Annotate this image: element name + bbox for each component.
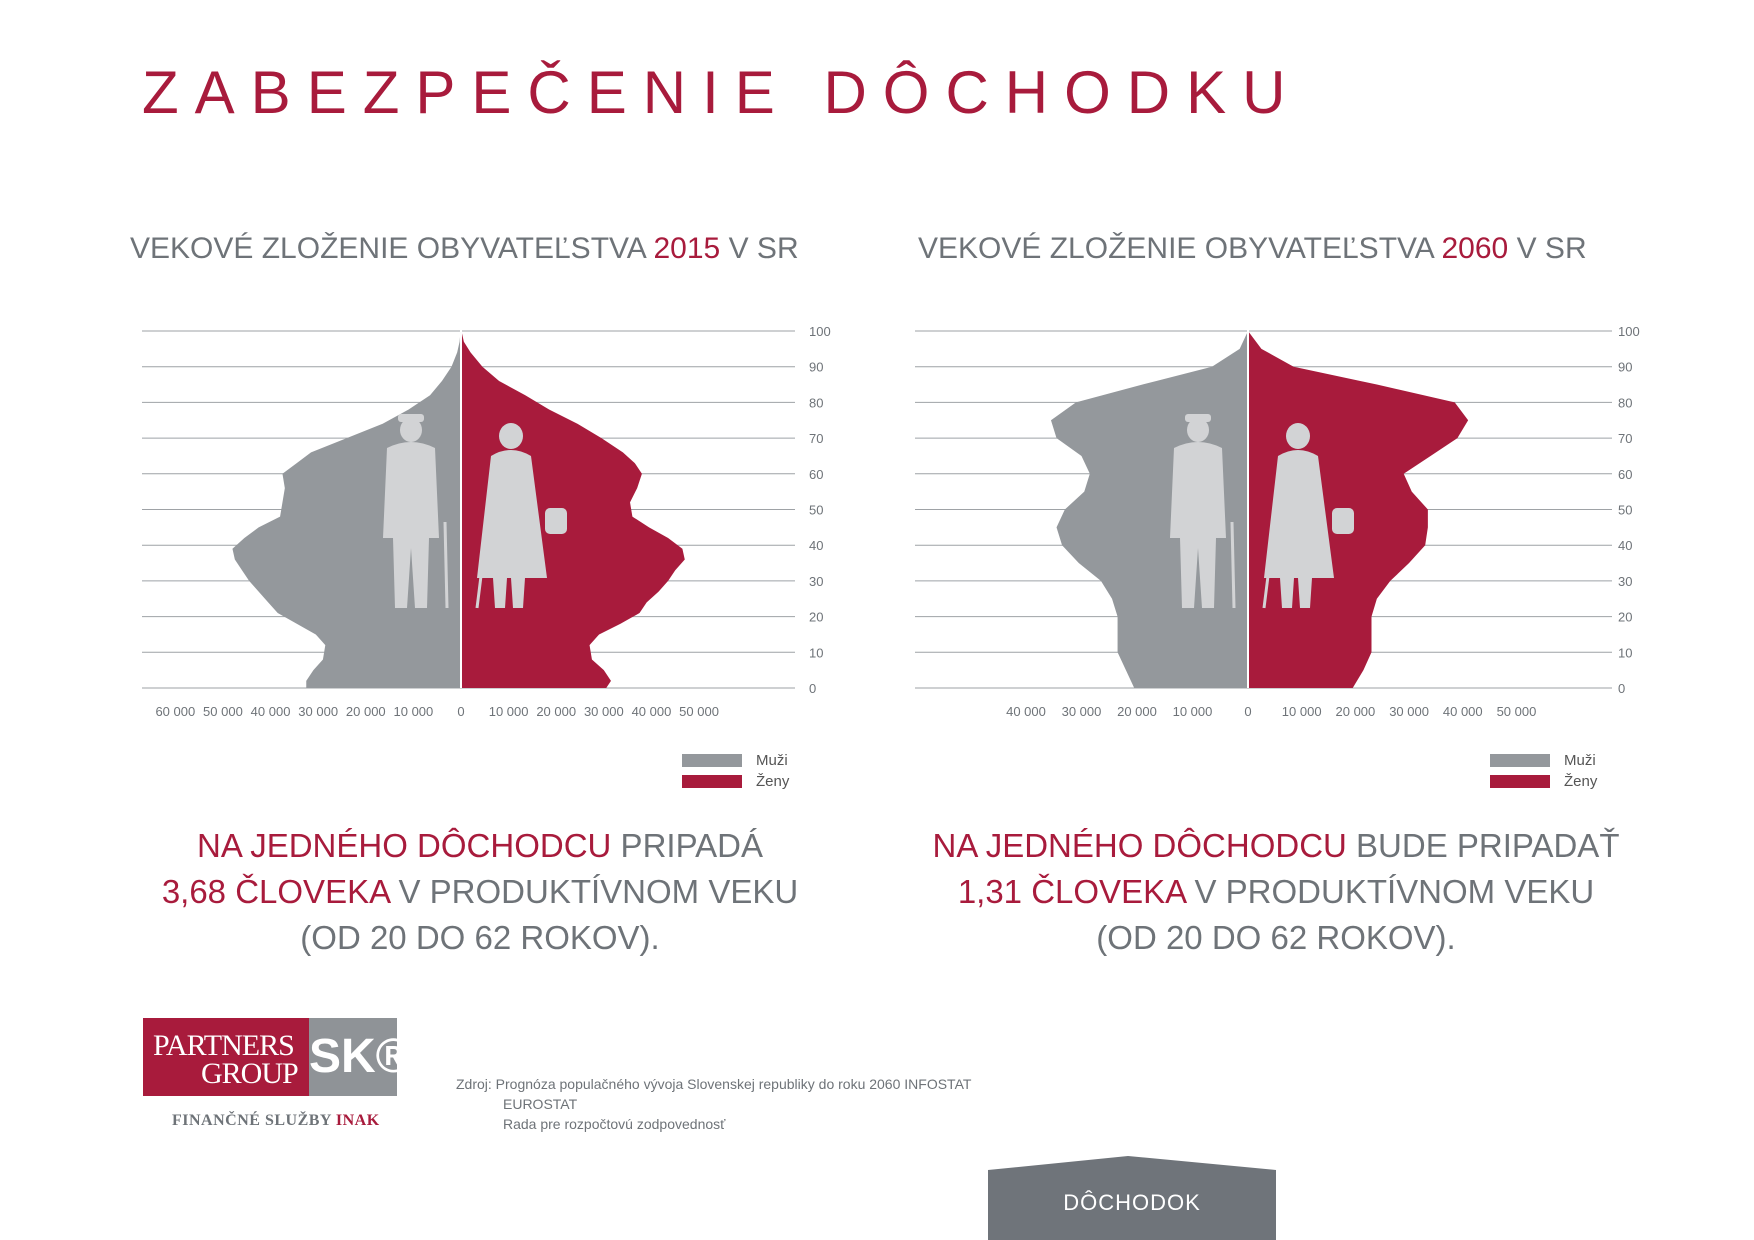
statement-text: PRIPADÁ <box>611 827 763 864</box>
elderly-woman-silhouette <box>477 450 547 608</box>
cane-icon <box>1232 522 1234 608</box>
legend-label-female: Ženy <box>756 773 790 790</box>
section-tab-dochodok[interactable]: DÔCHODOK <box>1063 1190 1201 1215</box>
y-tick-label: 60 <box>809 466 824 482</box>
legend-swatch-male <box>682 754 742 767</box>
chart-title-suffix: V SR <box>720 232 799 265</box>
elderly-woman-silhouette <box>1264 450 1334 608</box>
series-area-muzi <box>232 331 461 688</box>
y-tick-label: 30 <box>809 573 824 589</box>
elderly-man-hat <box>1185 414 1211 422</box>
statement-2060 <box>910 823 1642 961</box>
x-tick-label: 0 <box>457 704 465 719</box>
page-title: ZABEZPEČENIE DÔCHODKU <box>142 59 1302 126</box>
legend-2060 <box>1490 750 1597 792</box>
legend-label-male: Muži <box>756 752 788 769</box>
y-tick-label: 40 <box>1618 538 1633 554</box>
elderly-man-silhouette <box>1170 442 1226 608</box>
slogan-text: FINANČNÉ SLUŽBY <box>172 1112 336 1129</box>
legend-item-female <box>682 771 789 792</box>
legend-item-male <box>1490 750 1597 771</box>
legend-item-male <box>682 750 789 771</box>
statement-2015 <box>112 823 848 961</box>
chart-title-prefix: VEKOVÉ ZLOŽENIE OBYVATEĽSTVA <box>130 232 654 265</box>
x-tick-label: 50 000 <box>1496 704 1537 719</box>
x-tick-label: 20 000 <box>1117 704 1157 719</box>
statement-highlight: NA JEDNÉHO DÔCHODCU <box>932 827 1347 864</box>
cane-icon <box>1264 512 1276 608</box>
chart-title-year: 2015 <box>653 232 721 265</box>
x-tick-label: 30 000 <box>1061 704 1102 719</box>
x-tick-label: 10 000 <box>1281 704 1322 719</box>
x-tick-label: 50 000 <box>679 704 719 719</box>
x-tick-label: 0 <box>1244 704 1252 719</box>
legend-item-female <box>1490 771 1597 792</box>
x-tick-label: 40 000 <box>1442 704 1483 719</box>
legend-label-female: Ženy <box>1564 773 1598 790</box>
x-tick-label: 40 000 <box>631 704 672 719</box>
x-tick-label: 10 000 <box>393 704 434 719</box>
legend-swatch-male <box>1490 754 1550 767</box>
y-tick-label: 50 <box>1618 502 1633 518</box>
logo-sk-block: SK® <box>309 1018 397 1096</box>
series-area-muzi <box>1051 331 1248 688</box>
ratio-value-2015: 3,68 ČLOVEKA <box>161 873 390 910</box>
chart-title-prefix: VEKOVÉ ZLOŽENIE OBYVATEĽSTVA <box>918 232 1442 265</box>
slogan-highlight: INAK <box>335 1112 380 1129</box>
elderly-woman-head <box>499 423 523 449</box>
chart-title-year: 2060 <box>1441 232 1509 265</box>
x-tick-label: 20 000 <box>1335 704 1376 719</box>
legend-swatch-female <box>682 775 742 788</box>
y-tick-label: 70 <box>1618 431 1633 447</box>
y-tick-label: 0 <box>809 681 817 696</box>
y-tick-label: 10 <box>809 645 824 661</box>
y-tick-label: 70 <box>809 431 824 447</box>
x-tick-label: 50 000 <box>203 704 243 719</box>
source-line: Rada pre rozpočtovú zodpovednosť <box>503 1116 726 1132</box>
elderly-man-silhouette <box>383 442 439 608</box>
source-line: Zdroj: Prognóza populačného vývoja Slovenskej republiky do roku 2060 INFOSTAT <box>456 1076 972 1092</box>
y-tick-label: 20 <box>1618 609 1633 625</box>
x-tick-label: 10 000 <box>488 704 529 719</box>
logo-red-block <box>143 1018 309 1096</box>
series-area-zeny <box>461 331 685 688</box>
x-tick-label: 40 000 <box>250 704 291 719</box>
x-tick-label: 30 000 <box>1389 704 1429 719</box>
series-area-zeny <box>1248 331 1468 688</box>
y-tick-label: 40 <box>809 538 824 554</box>
y-tick-label: 90 <box>809 359 824 375</box>
y-tick-label: 60 <box>1618 466 1633 482</box>
y-tick-label: 0 <box>1618 681 1626 696</box>
y-tick-label: 80 <box>1618 395 1633 411</box>
y-tick-label: 80 <box>809 395 824 411</box>
statement-highlight: NA JEDNÉHO DÔCHODCU <box>197 827 612 864</box>
elderly-man-hat <box>398 414 424 422</box>
x-tick-label: 60 000 <box>155 704 196 719</box>
ratio-value-2060: 1,31 ČLOVEKA <box>957 873 1186 910</box>
statement-text: (OD 20 DO 62 ROKOV). <box>1096 919 1456 956</box>
statement-text: V PRODUKTÍVNOM VEKU <box>389 873 799 910</box>
cane-icon <box>477 512 489 608</box>
x-tick-label: 20 000 <box>536 704 577 719</box>
handbag-icon <box>1332 508 1354 534</box>
handbag-icon <box>545 508 567 534</box>
elderly-man-head <box>1187 418 1209 442</box>
statement-text: V PRODUKTÍVNOM VEKU <box>1185 873 1595 910</box>
statement-text: (OD 20 DO 62 ROKOV). <box>300 919 660 956</box>
logo-line-2: GROUP <box>201 1057 298 1090</box>
y-tick-label: 30 <box>1618 573 1633 589</box>
x-tick-label: 40 000 <box>1006 704 1046 719</box>
y-tick-label: 50 <box>809 502 824 518</box>
chart-title-2060 <box>918 232 1587 266</box>
source-note <box>456 1074 971 1134</box>
partners-group-logo <box>143 1018 412 1096</box>
x-tick-label: 30 000 <box>583 704 624 719</box>
x-tick-label: 30 000 <box>298 704 339 719</box>
legend-swatch-female <box>1490 775 1550 788</box>
y-tick-label: 100 <box>1618 324 1640 339</box>
y-tick-label: 90 <box>1618 359 1633 375</box>
legend-label-male: Muži <box>1564 752 1596 769</box>
chart-title-2015 <box>130 232 799 266</box>
elderly-man-head <box>400 418 422 442</box>
logo-line-1: PARTNERS <box>153 1029 294 1062</box>
x-tick-label: 10 000 <box>1172 704 1213 719</box>
y-tick-label: 10 <box>1618 645 1633 661</box>
y-tick-label: 20 <box>809 609 824 625</box>
legend-2015 <box>682 750 789 792</box>
elderly-woman-head <box>1286 423 1310 449</box>
statement-text: BUDE PRIPADAŤ <box>1346 827 1620 864</box>
x-tick-label: 20 000 <box>345 704 386 719</box>
chart-title-suffix: V SR <box>1508 232 1587 265</box>
slogan <box>172 1112 380 1130</box>
y-tick-label: 100 <box>809 324 831 339</box>
source-line: EUROSTAT <box>503 1096 578 1112</box>
cane-icon <box>445 522 447 608</box>
